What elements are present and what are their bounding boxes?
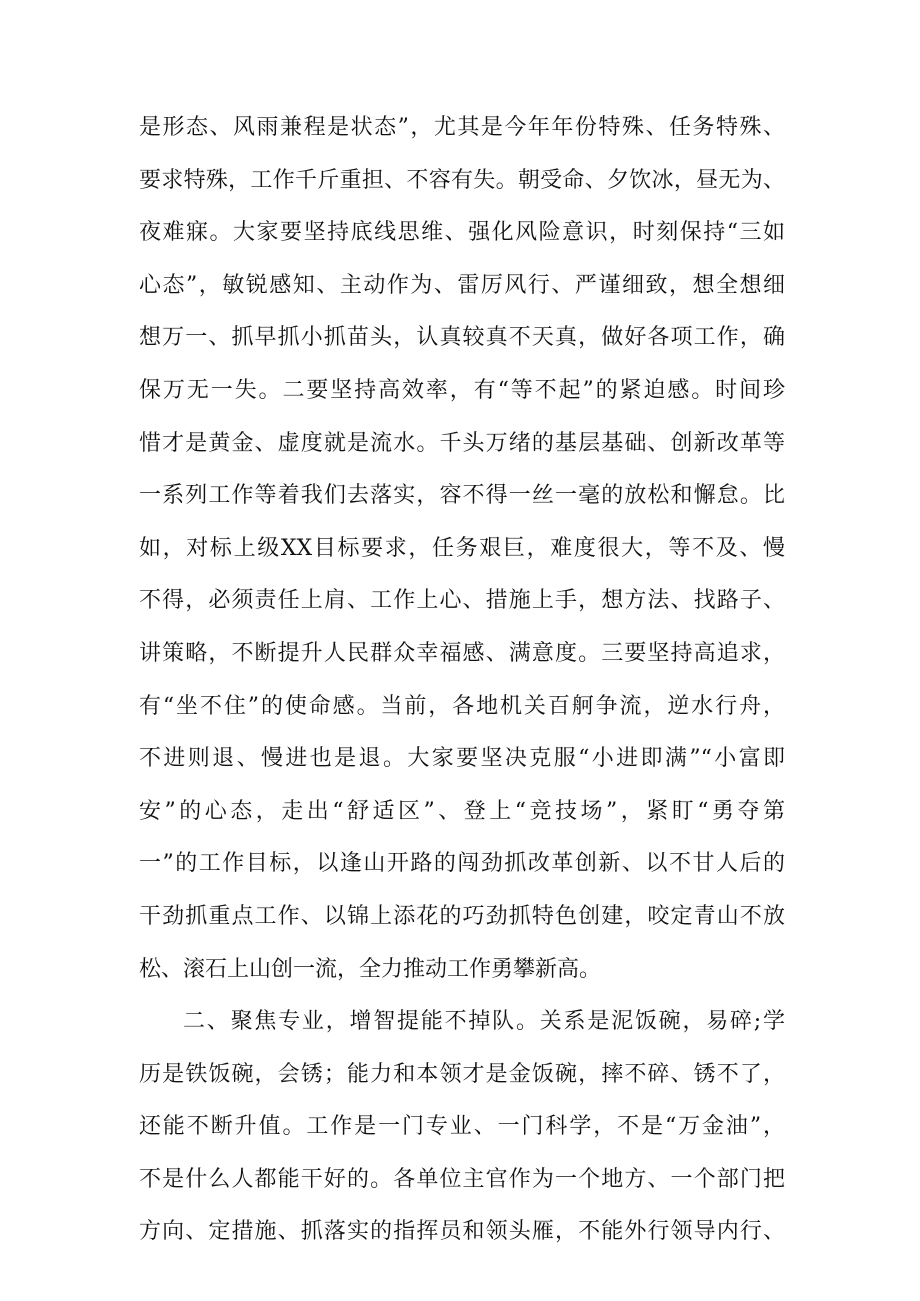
text-line: 不是什么人都能干好的。各单位主官作为一个地方、一个部门把 [139,1166,785,1192]
text-line: 干劲抓重点工作、以锦上添花的巧劲抓特色创建，咬定青山不放 [139,903,785,929]
text-line: 一”的工作目标，以逢山开路的闯劲抓改革创新、以不甘人后的 [139,851,785,877]
paragraph-last-line: 松、滚石上山创一流，全力推动工作勇攀新高。 [139,956,602,982]
text-line: 不得，必须责任上肩、工作上心、措施上手，想方法、找路子、 [139,588,785,614]
text-line: 想万一、抓早抓小抓苗头，认真较真不天真，做好各项工作，确 [139,325,785,351]
text-line: 惜才是黄金、虚度就是流水。千头万绪的基层基础、创新改革等 [139,430,785,456]
text-line: 是形态、风雨兼程是状态”，尤其是今年年份特殊、任务特殊、 [139,115,785,140]
text-line: 方向、定措施、抓落实的指挥员和领头雁，不能外行领导内行、 [139,1219,785,1245]
text-line: 夜难寐。大家要坚持底线思维、强化风险意识，时刻保持“三如 [139,220,785,246]
text-line: 不进则退、慢进也是退。大家要坚决克服“小进即满”“小富即 [139,746,785,772]
text-line: 如，对标上级XX目标要求，任务艰巨，难度很大，等不及、慢 [139,535,785,561]
text-line: 心态”，敏锐感知、主动作为、雷厉风行、严谨细致，想全想细 [139,272,785,298]
text-line: 有“坐不住”的使命感。当前，各地机关百舸争流，逆水行舟， [139,693,785,719]
text-line: 要求特殊，工作千斤重担、不容有失。朝受命、夕饮冰，昼无为、 [139,167,785,193]
text-line: 保万无一失。二要坚持高效率，有“等不起”的紧迫感。时间珍 [139,377,785,403]
document-body [139,102,785,1259]
text-line: 历是铁饭碗，会锈；能力和本领才是金饭碗，摔不碎、锈不了， [139,1061,785,1087]
section-heading-line: 二、聚焦专业，增智提能不掉队。关系是泥饭碗，易碎;学 [183,1009,785,1035]
text-line: 一系列工作等着我们去落实，容不得一丝一毫的放松和懈怠。比 [139,483,785,509]
text-line: 讲策略，不断提升人民群众幸福感、满意度。三要坚持高追求， [139,640,785,666]
text-line: 安”的心态，走出“舒适区”、登上“竞技场”，紧盯“勇夺第 [139,798,785,824]
text-line: 还能不断升值。工作是一门专业、一门科学，不是“万金油”， [139,1114,785,1140]
